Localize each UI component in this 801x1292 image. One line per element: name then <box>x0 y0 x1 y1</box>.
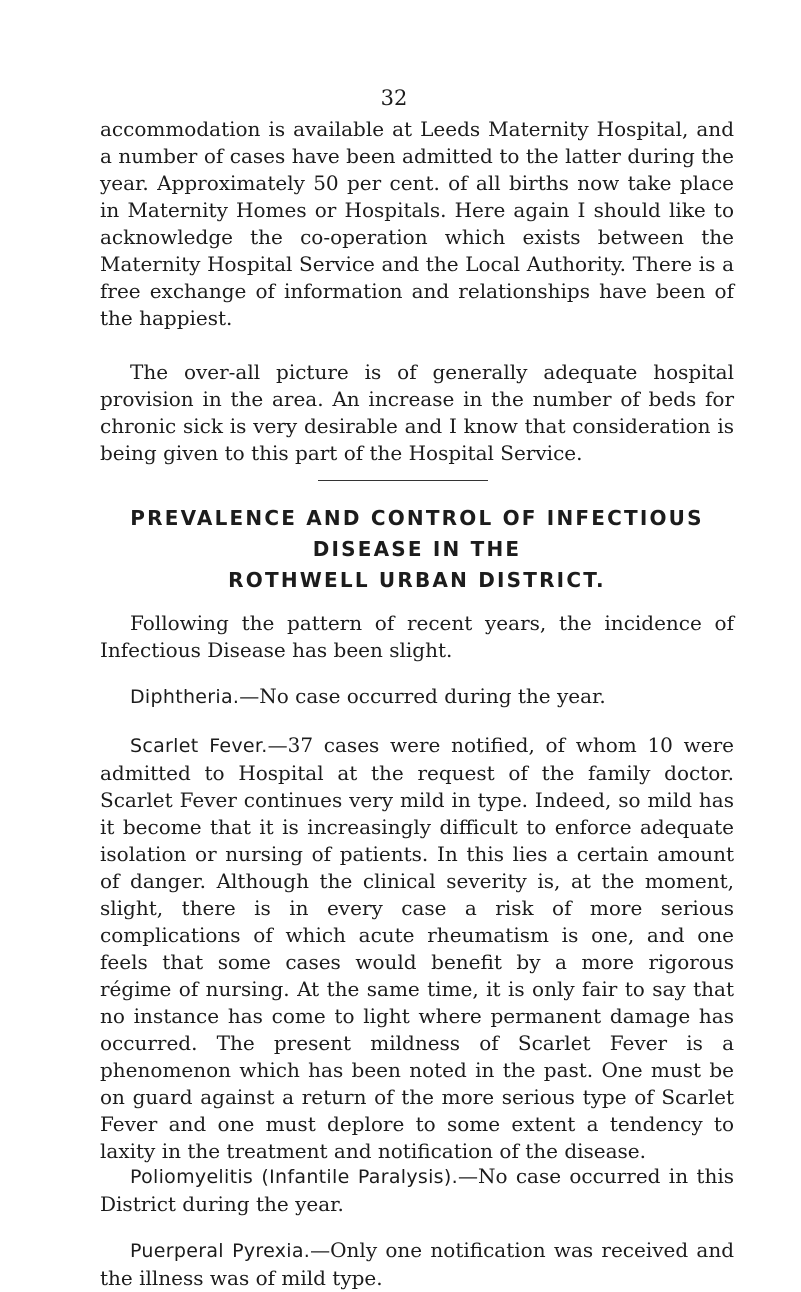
puerperal-pyrexia-text: —Only one notification was received and the illness was of mild type. <box>100 1238 735 1290</box>
paragraph-hospital-provision: The over-all picture is of generally adequate hospital provision in the area. An increase in the number of beds for chronic sick is very desirable and I know that consideration is being given to this part of the Hospital Service. <box>100 360 734 465</box>
diphtheria-text: —No case occurred during the year. <box>239 684 606 708</box>
page-number: 32 <box>380 86 408 110</box>
section-heading-line-3: ROTHWELL URBAN DISTRICT. <box>228 568 606 592</box>
poliomyelitis-lead: Poliomyelitis (Infantile Paralysis). <box>130 1166 458 1188</box>
paragraph-diphtheria <box>100 683 734 711</box>
scarlet-fever-lead: Scarlet Fever. <box>130 735 268 757</box>
section-divider <box>318 480 488 481</box>
section-heading-line-1: PREVALENCE AND CONTROL OF INFECTIOUS <box>130 506 704 530</box>
poliomyelitis-text: —No case occurred in this District during the year. <box>100 1164 734 1216</box>
puerperal-pyrexia-lead: Puerperal Pyrexia. <box>130 1240 311 1262</box>
paragraph-poliomyelitis <box>100 1163 734 1218</box>
paragraph-scarlet-fever <box>100 732 734 1165</box>
paragraph-infectious-disease-intro: Following the pattern of recent years, the incidence of Infectious Disease has been slight. <box>100 611 734 662</box>
paragraph-puerperal-pyrexia <box>100 1237 734 1292</box>
diphtheria-lead: Diphtheria. <box>130 686 240 708</box>
section-heading-line-2: DISEASE IN THE <box>312 537 522 561</box>
scarlet-fever-text: —37 cases were notified, of whom 10 were admitted to Hospital at the request of the family doctor. Scarlet Fever continues very mild in type. Indeed, so mild has it become that it is increasingly difficult to enforce adequate isolation or nursing of patients. In this lies a certain amount of danger. Although the clinical severity is, at the moment, slight, there is in every case a risk of more serious complications of which acute rheumatism is one, and one feels that some cases would benefit by a more rigorous régime of nursing. At the same time, it is only fair to say that no instance has come to light where permanent damage has occurred. The present mildness of Scarlet Fever is a phenomenon which has been noted in the past. One must be on guard against a return of the more serious type of Scarlet Fever and one must deplore to some extent a tendency to laxity in the treatment and notification of the disease. <box>100 733 734 1163</box>
paragraph-maternity-accommodation: accommodation is available at Leeds Maternity Hospital, and a number of cases have been admitted to the latter during the year. Approximately 50 per cent. of all births now take place in Maternity Homes or Hospitals. Here again I should like to acknowledge the co-operation which exists between the Maternity Hospital Service and the Local Authority. There is a free exchange of information and relationships have been of the happiest. <box>100 117 734 330</box>
